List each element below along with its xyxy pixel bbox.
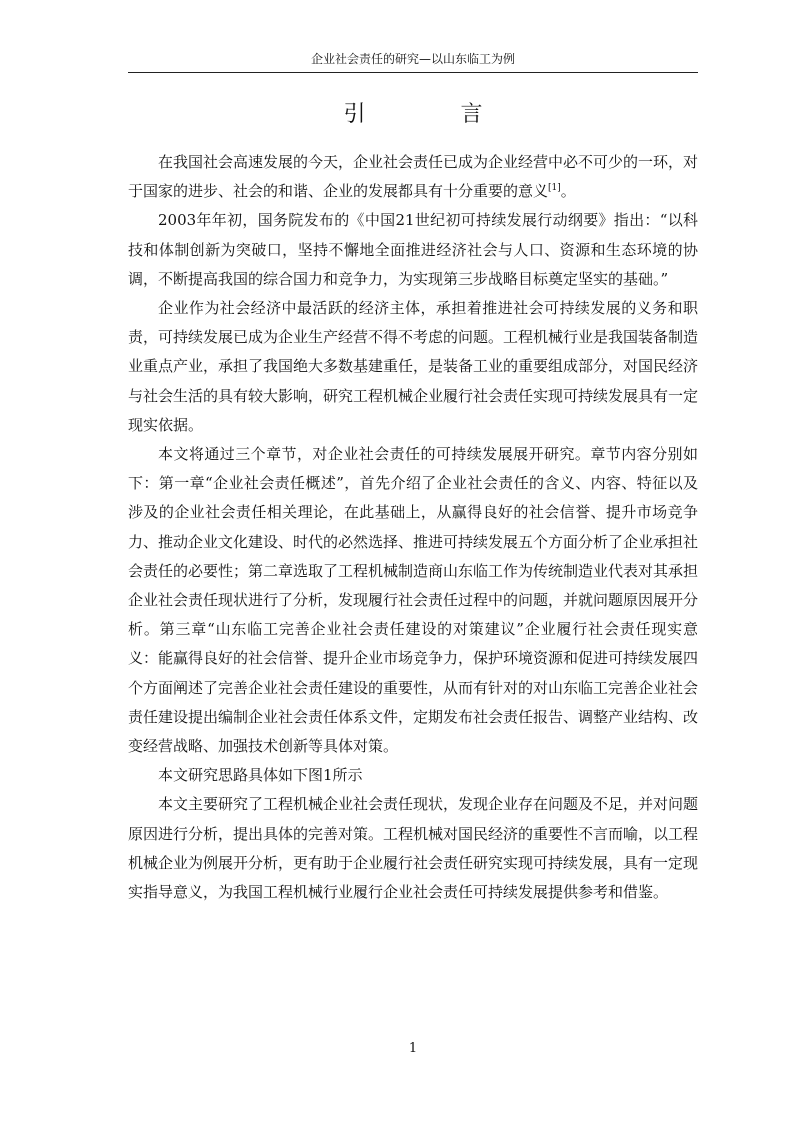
paragraph-chapter-overview: 本文将通过三个章节，对企业社会责任的可持续发展展开研究。章节内容分别如下：第一章“企业社会责任概述”，首先介绍了企业社会责任的含义、内容、特征以及涉及的企业社会责任相关理论，在此基础上，从赢得良好的社会信誉、提升市场竞争力、推动企业文化建设、时代的必然选择、推进可持续发展五个方面分析了企业承担社会责任的必要性；第二章选取了工程机械制造商山东临工作为传统制造业代表对其承担企业社会责任现状进行了分析，发现履行社会责任过程中的问题，并就问题原因展开分析。第三章“山东临工完善企业社会责任建设的对策建议”企业履行社会责任现实意义：能赢得良好的社会信誉、提升企业市场竞争力，保护环境资源和促进可持续发展四个方面阐述了完善企业社会责任建设的重要性，从而有针对的对山东临工完善企业社会责任建设提出编制企业社会责任体系文件，定期发布社会责任报告、调整产业结构、改变经营战略、加强技术创新等具体对策。 bbox=[128, 445, 699, 756]
paragraph-significance: 本文主要研究了工程机械企业社会责任现状，发现企业存在问题及不足，并对问题原因进行分析，提出具体的完善对策。工程机械对国民经济的重要性不言而喻，以工程机械企业为例展开分析，更有助于企业履行社会责任研究实现可持续发展，具有一定现实指导意义，为我国工程机械行业履行企业社会责任可持续发展提供参考和借鉴。 bbox=[128, 795, 699, 902]
paragraph-intro-tail: 。 bbox=[560, 182, 576, 201]
running-header bbox=[128, 50, 698, 73]
paragraph-intro-text: 在我国社会高速发展的今天，企业社会责任已成为企业经营中必不可少的一环，对于国家的进步、社会的和谐、企业的发展都具有十分重要的意义 bbox=[128, 153, 699, 201]
paragraph-policy-quote: 2003年年初，国务院发布的《中国21世纪初可持续发展行动纲要》指出：“以科技和体制创新为突破口，坚持不懈地全面推进经济社会与人口、资源和生态环境的协调，不断提高我国的综合国力和竞争力，为实现第三步战略目标奠定坚实的基础。” bbox=[128, 211, 698, 288]
citation-ref: [1] bbox=[548, 183, 561, 194]
body-text bbox=[128, 148, 698, 907]
paragraph-figure-reference: 本文研究思路具体如下图1所示 bbox=[158, 766, 363, 785]
page-number: 1 bbox=[408, 1041, 418, 1056]
section-title: 引 言 bbox=[343, 102, 527, 127]
running-header-title: 企业社会责任的研究—以山东临工为例 bbox=[310, 52, 515, 66]
paragraph-intro bbox=[128, 148, 698, 206]
paragraph-enterprise-role: 企业作为社会经济中最活跃的经济主体，承担着推进社会可持续发展的义务和职责，可持续发展已成为企业生产经营不得不考虑的问题。工程机械行业是我国装备制造业重点产业，承担了我国绝大多数基建重任，是装备工业的重要组成部分，对国民经济与社会生活的具有较大影响，研究工程机械企业履行社会责任实现可持续发展具有一定现实依据。 bbox=[128, 299, 699, 434]
